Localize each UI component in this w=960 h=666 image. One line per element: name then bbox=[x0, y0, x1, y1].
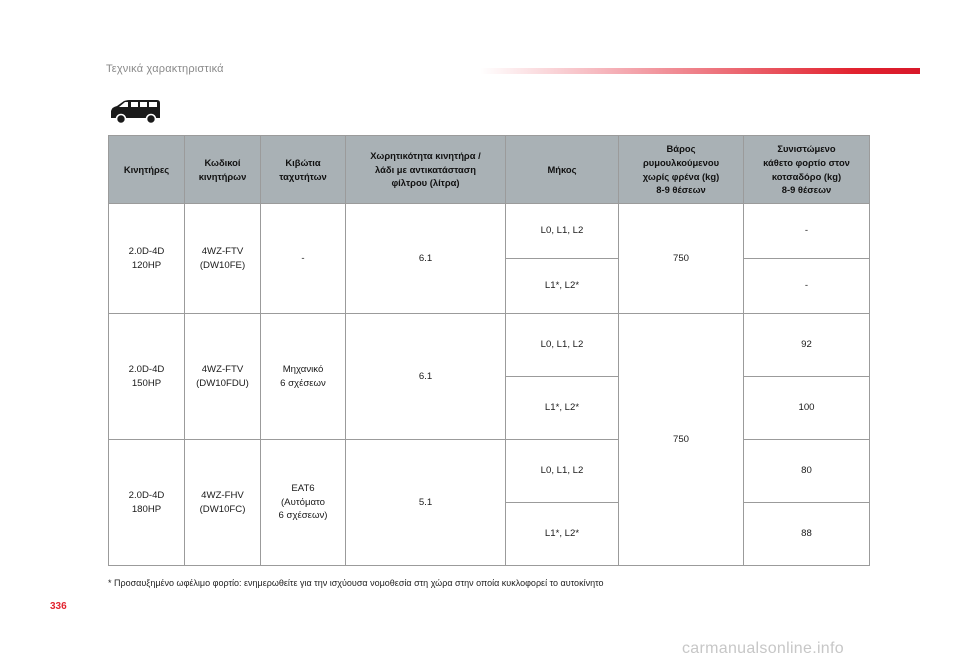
van-icon bbox=[108, 99, 162, 125]
title-accent-bar bbox=[480, 68, 920, 74]
capacity-cell: 6.1 bbox=[346, 204, 506, 314]
watermark: carmanualsonline.info bbox=[682, 640, 844, 657]
length-cell: L1*, L2* bbox=[506, 259, 619, 314]
length-cell: L1*, L2* bbox=[506, 377, 619, 440]
header-vertical-load: Συνιστώμενο κάθετο φορτίο στον κοτσαδόρο (kg) 8-9 θέσεων bbox=[744, 136, 870, 204]
header-length: Μήκος bbox=[506, 136, 619, 204]
towing-weight-cell: 750 bbox=[619, 204, 744, 314]
vertical-load-cell: 80 bbox=[744, 440, 870, 503]
header-unbraked-towing-weight: Βάρος ρυμουλκούμενου χωρίς φρένα (kg) 8-9 θέσεων bbox=[619, 136, 744, 204]
gearbox-cell: - bbox=[261, 204, 346, 314]
vertical-load-cell: 100 bbox=[744, 377, 870, 440]
length-cell: L0, L1, L2 bbox=[506, 204, 619, 259]
engine-code-cell: 4WZ-FTV (DW10FDU) bbox=[185, 314, 261, 440]
header-engines: Κινητήρες bbox=[109, 136, 185, 204]
engine-code-cell: 4WZ-FTV (DW10FE) bbox=[185, 204, 261, 314]
vertical-load-cell: - bbox=[744, 259, 870, 314]
engine-cell: 2.0D-4D 180HP bbox=[109, 440, 185, 566]
header-oil-capacity: Χωρητικότητα κινητήρα / λάδι με αντικατάσταση φίλτρου (λίτρα) bbox=[346, 136, 506, 204]
capacity-cell: 5.1 bbox=[346, 440, 506, 566]
footnote: * Προσαυξημένο ωφέλιμο φορτίο: ενημερωθείτε για την ισχύουσα νομοθεσία στη χώρα στην οποία κυκλοφορεί το αυτοκίνητο bbox=[108, 578, 604, 588]
vertical-load-cell: 92 bbox=[744, 314, 870, 377]
table-header-row bbox=[109, 136, 870, 204]
towing-weight-cell: 750 bbox=[619, 314, 744, 566]
specifications-table bbox=[108, 135, 870, 566]
engine-code-cell: 4WZ-FHV (DW10FC) bbox=[185, 440, 261, 566]
table-row bbox=[109, 314, 870, 377]
gearbox-cell: Μηχανικό 6 σχέσεων bbox=[261, 314, 346, 440]
vertical-load-cell: 88 bbox=[744, 503, 870, 566]
capacity-cell: 6.1 bbox=[346, 314, 506, 440]
length-cell: L1*, L2* bbox=[506, 503, 619, 566]
vertical-load-cell: - bbox=[744, 204, 870, 259]
section-title: Τεχνικά χαρακτηριστικά bbox=[106, 63, 224, 75]
length-cell: L0, L1, L2 bbox=[506, 440, 619, 503]
table-row bbox=[109, 440, 870, 503]
table-row bbox=[109, 204, 870, 259]
length-cell: L0, L1, L2 bbox=[506, 314, 619, 377]
header-engine-codes: Κωδικοί κινητήρων bbox=[185, 136, 261, 204]
page-number: 336 bbox=[50, 601, 67, 612]
gearbox-cell: EAT6 (Αυτόματο 6 σχέσεων) bbox=[261, 440, 346, 566]
header-gearboxes: Κιβώτια ταχυτήτων bbox=[261, 136, 346, 204]
engine-cell: 2.0D-4D 150HP bbox=[109, 314, 185, 440]
engine-cell: 2.0D-4D 120HP bbox=[109, 204, 185, 314]
